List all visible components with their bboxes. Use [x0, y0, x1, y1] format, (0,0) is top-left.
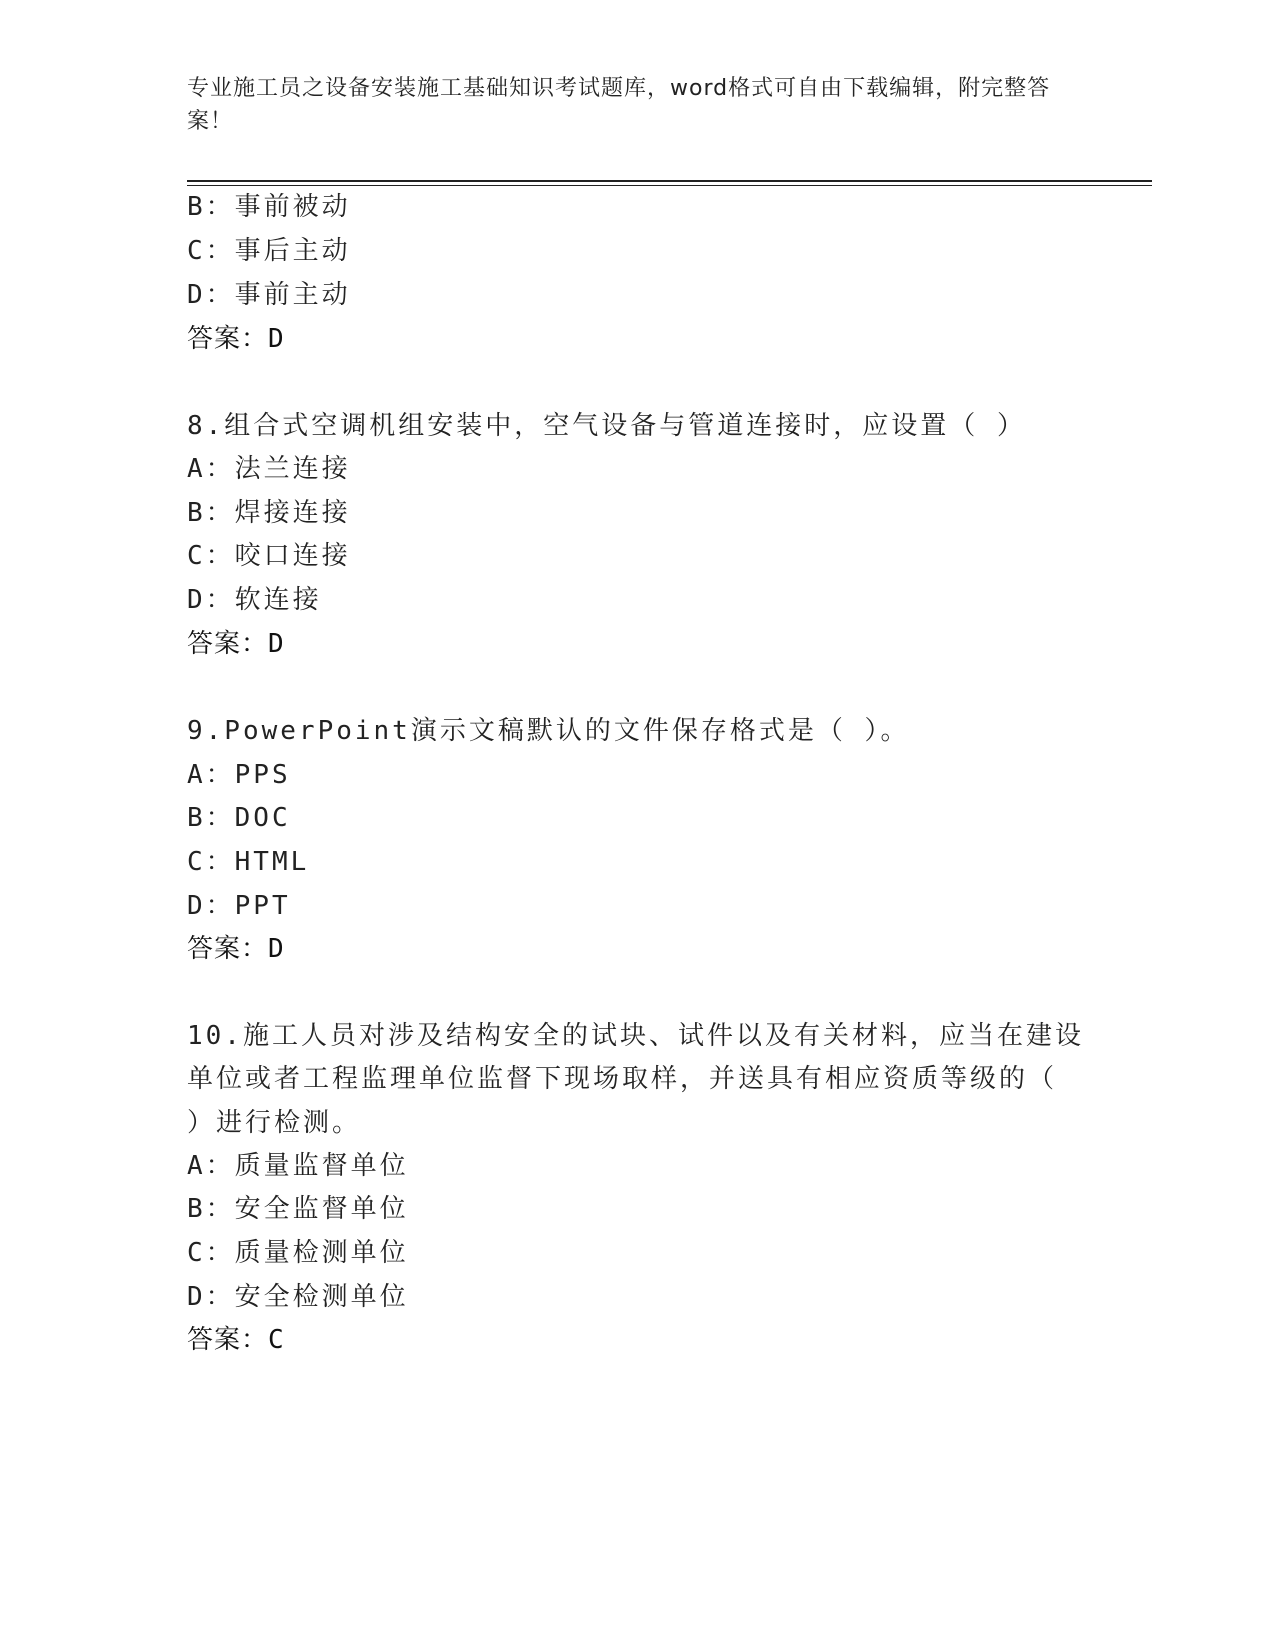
q8-option-d: D：软连接 — [187, 585, 322, 615]
q10-option-a: A：质量监督单位 — [187, 1151, 409, 1181]
document-header: 专业施工员之设备安装施工基础知识考试题库，word格式可自由下载编辑，附完整答案！ — [187, 76, 1051, 134]
q10-option-c: C：质量检测单位 — [187, 1238, 409, 1268]
answer-label: 答案： — [187, 934, 269, 964]
q9-option-a: A：PPS — [187, 760, 291, 790]
q7-option-d: D：事前主动 — [187, 280, 351, 310]
q9-answer — [187, 928, 285, 965]
q8-option-b: B：焊接连接 — [187, 498, 351, 528]
q8-question: 8.组合式空调机组安装中，空气设备与管道连接时，应设置（ ） — [187, 411, 1026, 441]
answer-label: 答案： — [187, 1325, 269, 1355]
q9-option-c: C：HTML — [187, 847, 310, 877]
answer-label: 答案： — [187, 324, 269, 354]
header-divider-thick — [187, 180, 1152, 182]
answer-value: D — [268, 629, 285, 659]
q7-option-c: C：事后主动 — [187, 236, 351, 266]
answer-label: 答案： — [187, 629, 269, 659]
q8-option-c: C：咬口连接 — [187, 541, 351, 571]
answer-value: D — [268, 934, 285, 964]
q10-question-line-1: 10.施工人员对涉及结构安全的试块、试件以及有关材料，应当在建设 — [187, 1021, 1084, 1051]
q9-option-d: D：PPT — [187, 891, 291, 921]
q10-question-line-3: ）进行检测。 — [187, 1108, 362, 1138]
q8-option-a: A：法兰连接 — [187, 454, 351, 484]
q10-question-line-2: 单位或者工程监理单位监督下现场取样，并送具有相应资质等级的（ — [187, 1064, 1058, 1094]
q10-option-d: D：安全检测单位 — [187, 1282, 409, 1312]
q7-answer — [187, 318, 285, 355]
q7-option-b: B：事前被动 — [187, 192, 351, 222]
q9-option-b: B：DOC — [187, 803, 291, 833]
q10-answer — [187, 1319, 285, 1356]
q10-option-b: B：安全监督单位 — [187, 1194, 409, 1224]
answer-value: D — [268, 324, 285, 354]
q9-question: 9.PowerPoint演示文稿默认的文件保存格式是（ ）。 — [187, 716, 910, 746]
answer-value: C — [268, 1325, 285, 1355]
q8-answer — [187, 623, 285, 660]
